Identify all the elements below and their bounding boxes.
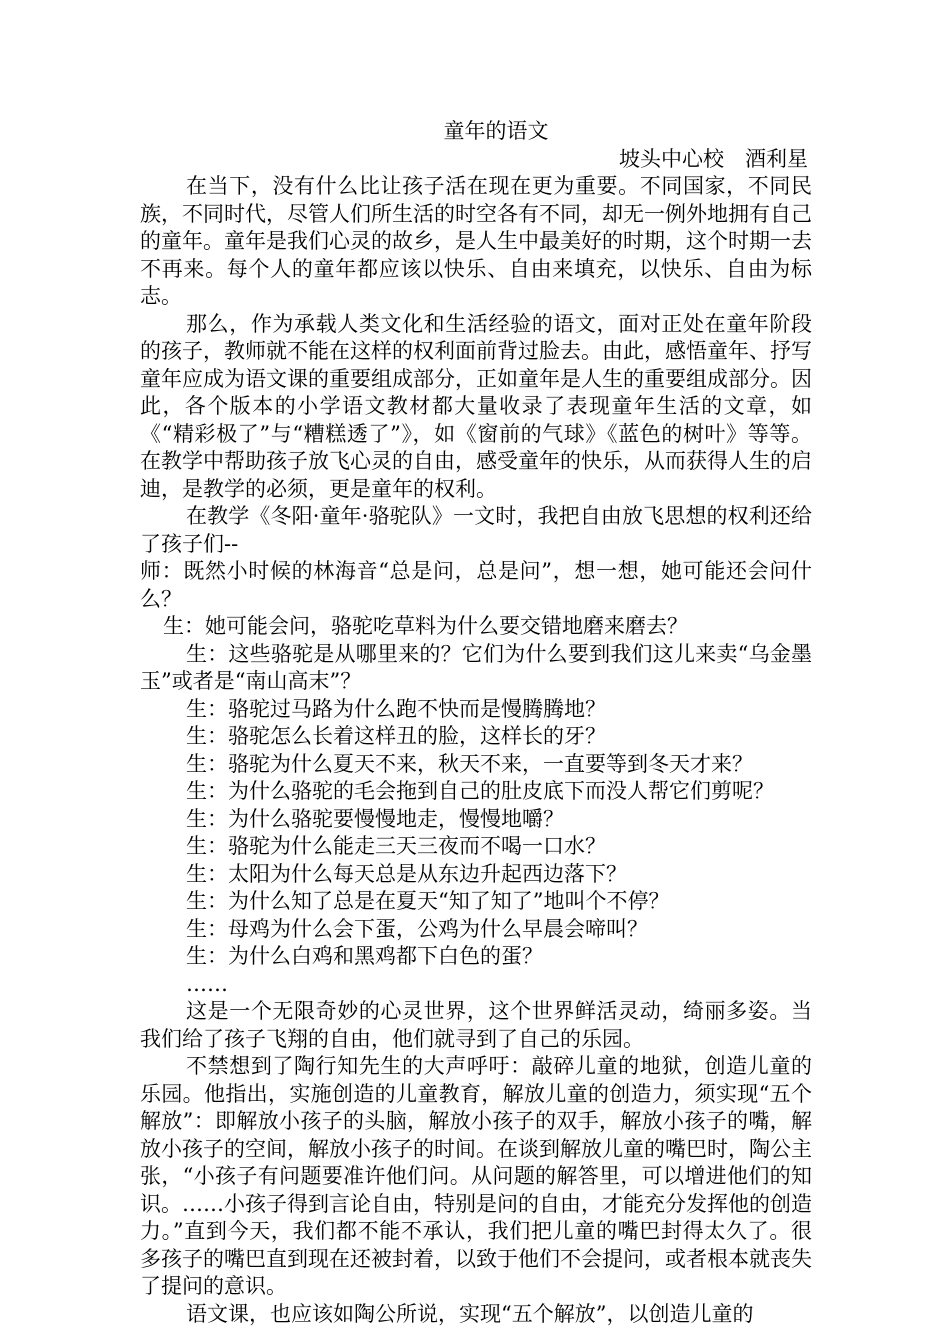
teacher-question: 师：既然小时候的林海音“总是问，总是问”，想一想，她可能还会问什么？: [140, 559, 812, 611]
student-answer: 生：为什么白鸡和黑鸡都下白色的蛋？: [186, 944, 543, 968]
paragraph-chinese-class: 那么，作为承载人类文化和生活经验的语文，面对正处在童年阶段的孩子，教师就不能在这样的权利面前背过脸去。由此，感悟童年、抒写童年应成为语文课的重要组成部分，正如童年是人生的重要组成部分。因此，各个版本的小学语文教材都大量收录了表现童年生活的文章，如《“精彩极了”与“糟糕透了”》，如《窗前的气球》《蓝色的树叶》等等。在教学中帮助孩子放飞心灵的自由，感受童年的快乐，从而获得人生的启迪，是教学的必须，更是童年的权利。: [140, 311, 812, 501]
student-answer: 生：太阳为什么每天总是从东边升起西边落下？: [186, 861, 627, 886]
paragraph-reflection: 这是一个无限奇妙的心灵世界，这个世界鲜活灵动，绮丽多姿。当我们给了孩子飞翔的自由，他们就寻到了自己的乐园。: [140, 999, 812, 1051]
student-answer: 生：骆驼为什么夏天不来，秋天不来，一直要等到冬天才来？: [186, 751, 753, 776]
paragraph-intro: 在当下，没有什么比让孩子活在现在更为重要。不同国家，不同民族，不同时代，尽管人们所生活的时空各有不同，却无一例外地拥有自己的童年。童年是我们心灵的故乡，是人生中最美好的时期，这个时期一去不再来。每个人的童年都应该以快乐、自由来填充，以快乐、自由为标志。: [140, 174, 812, 308]
paragraph-lesson: 在教学《冬阳·童年·骆驼队》一文时，我把自由放飞思想的权利还给了孩子们--: [140, 504, 812, 556]
paragraph-tao-xingzhi: 不禁想到了陶行知先生的大声呼吁：敲碎儿童的地狱，创造儿童的乐园。他指出，实施创造的儿童教育，解放儿童的创造力，须实现“五个解放”：即解放小孩子的头脑，解放小孩子的双手，解放小孩子的嘴，解放小孩子的空间，解放小孩子的时间。在谈到解放儿童的嘴巴时，陶公主张，“小孩子有问题要准许他们问。从问题的解答里，可以增进他们的知识。……小孩子得到言论自由，特别是问的自由，才能充分发挥他的创造力。”直到今天，我们都不能不承认，我们把儿童的嘴巴封得太久了。很多孩子的嘴巴直到现在还被封着，以致于他们不会提问，或者根本就丧失了提问的意识。: [140, 1054, 812, 1298]
student-answer: 生：为什么骆驼的毛会拖到自己的肚皮底下而没人帮它们剪呢？: [186, 779, 774, 803]
ellipsis-line: ……: [186, 971, 228, 996]
student-answer: 生：骆驼怎么长着这样丑的脸，这样长的牙？: [186, 724, 606, 748]
paragraph-conclusion: 语文课，也应该如陶公所说，实现“五个解放”，以创造儿童的: [186, 1301, 754, 1326]
student-answer: 生：为什么骆驼要慢慢地走，慢慢地嚼？: [186, 806, 564, 831]
student-answer: 生：母鸡为什么会下蛋，公鸡为什么早晨会啼叫？: [186, 916, 648, 941]
student-answer: 生：骆驼为什么能走三天三夜而不喝一口水？: [186, 834, 606, 858]
document-page: [140, 118, 812, 1328]
student-answer: 生：骆驼过马路为什么跑不快而是慢腾腾地？: [186, 696, 606, 721]
student-answer: 生：为什么知了总是在夏天“知了知了”地叫个不停？: [186, 889, 670, 913]
student-answer: 生：这些骆驼是从哪里来的？它们为什么要到我们这儿来卖“乌金墨玉”或者是“南山高末”？: [140, 641, 812, 693]
author-line: 坡头中心校 酒利星: [619, 146, 808, 171]
student-answer: 生：她可能会问，骆驼吃草料为什么要交错地磨来磨去？: [163, 614, 688, 638]
page-title: 童年的语文: [443, 119, 549, 143]
